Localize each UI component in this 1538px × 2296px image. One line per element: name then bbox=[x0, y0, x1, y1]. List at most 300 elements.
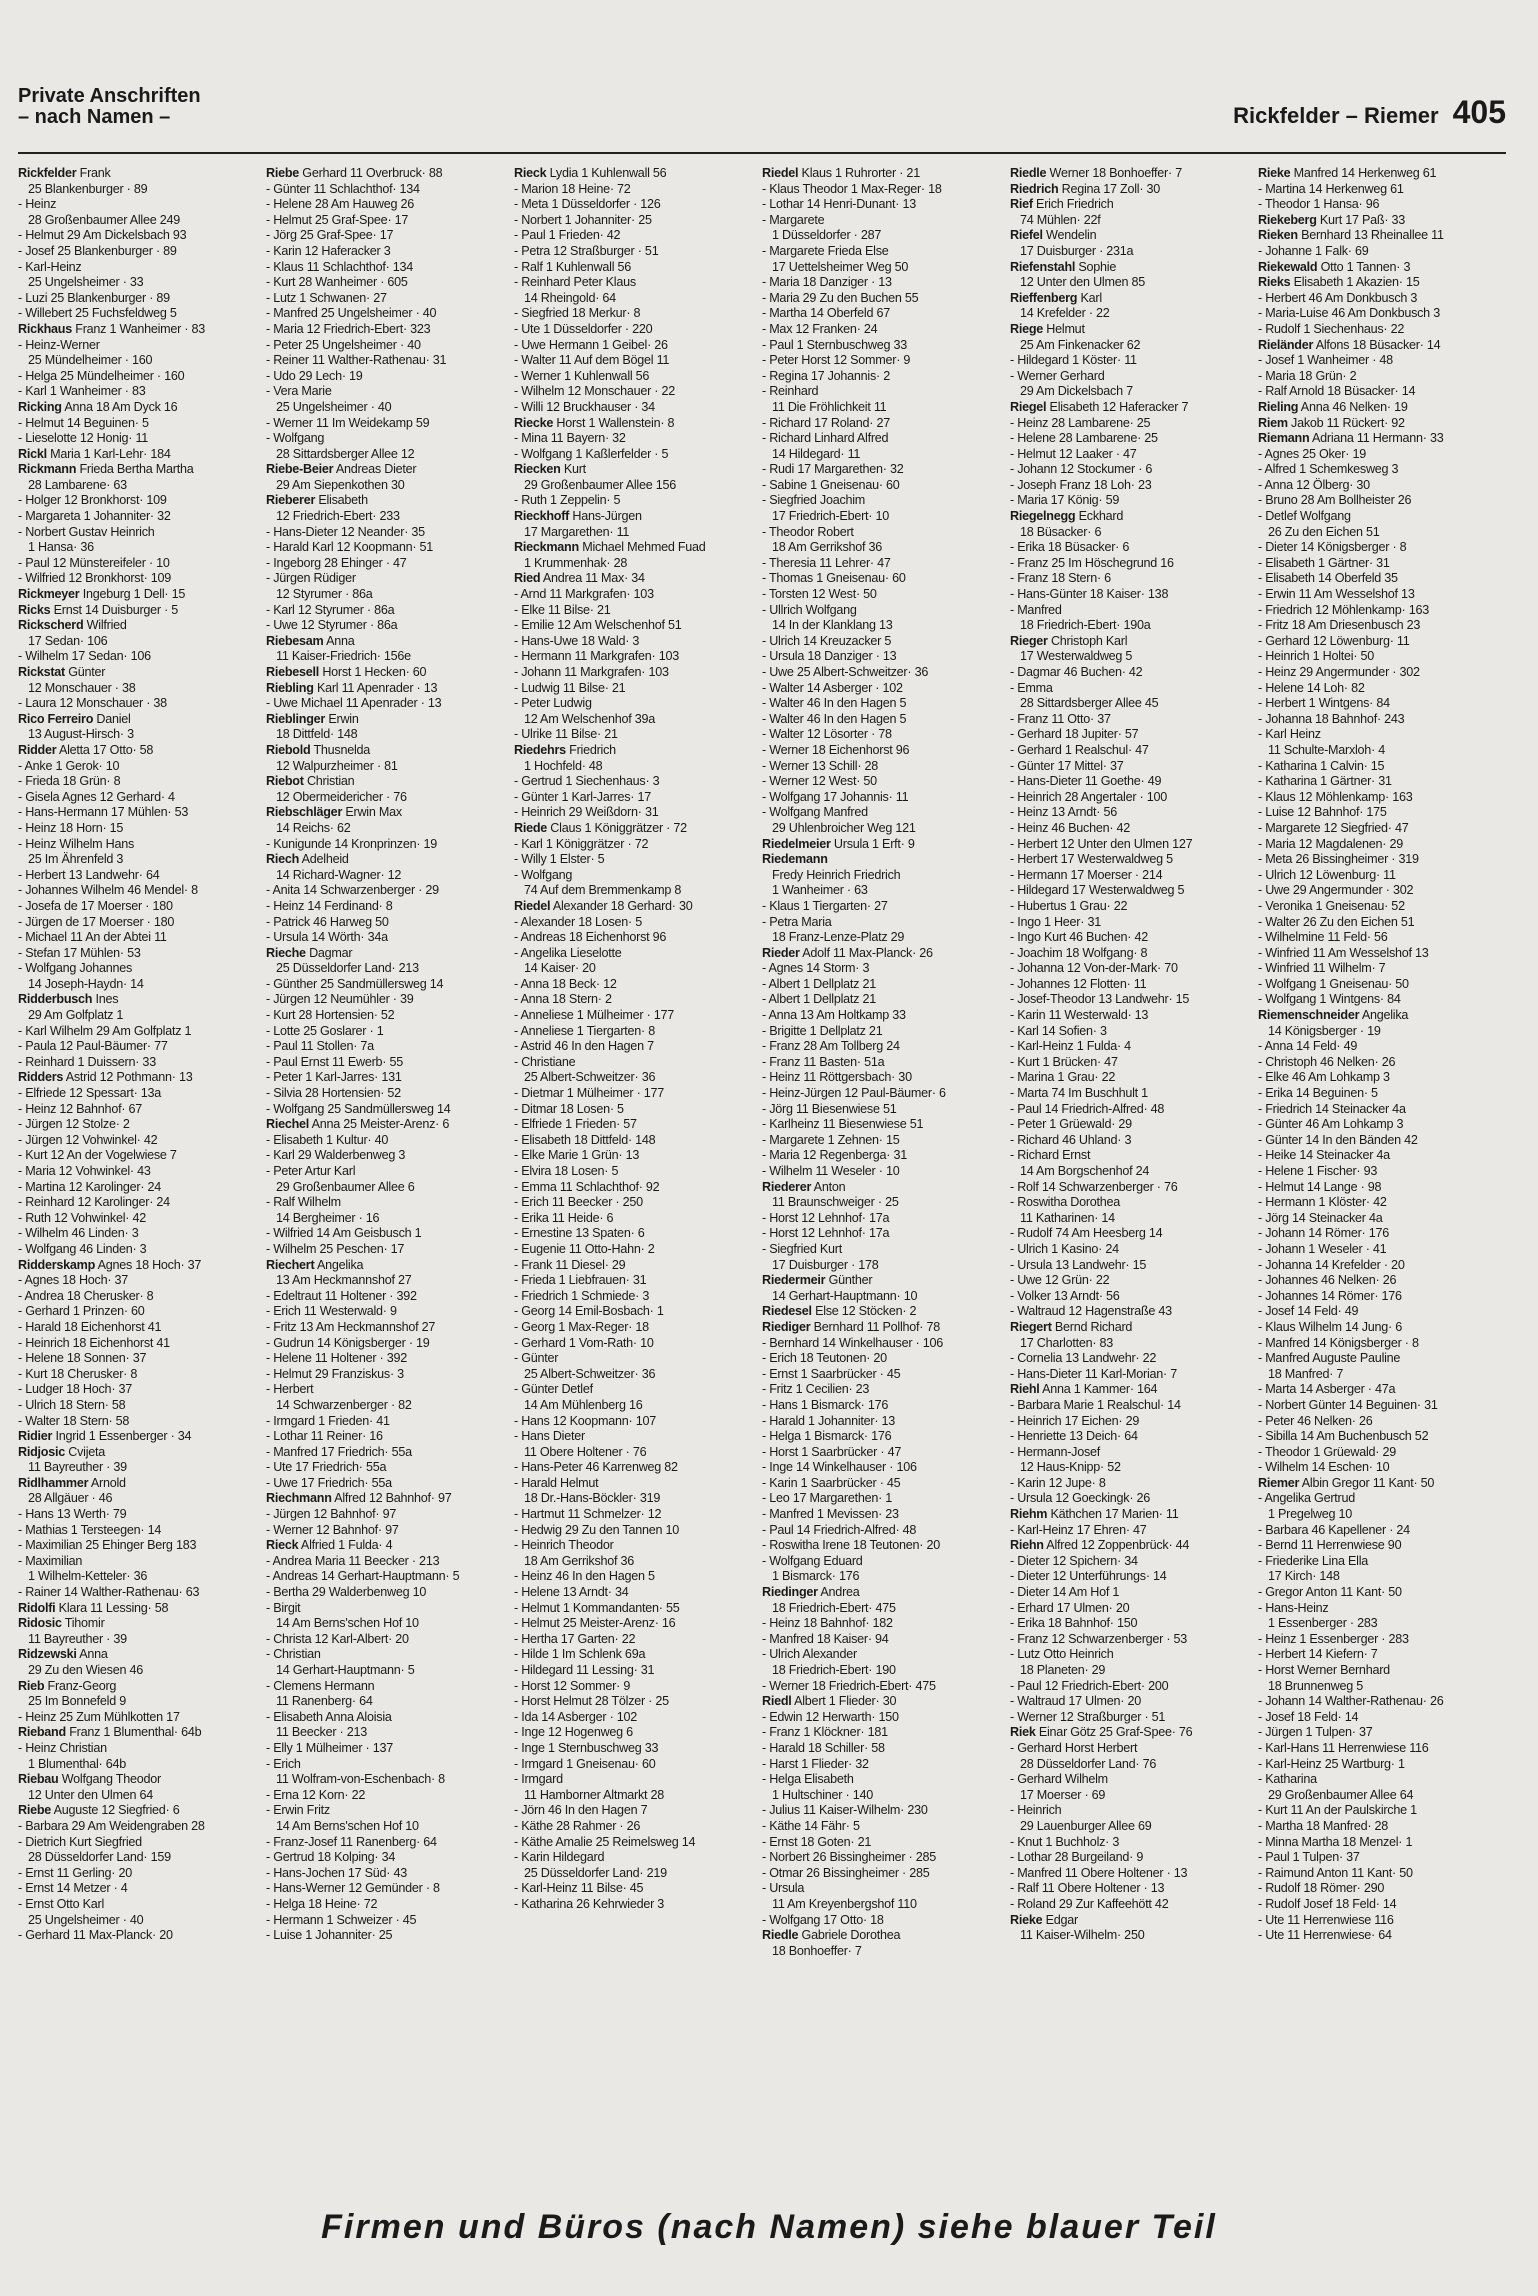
list-item bbox=[266, 1102, 514, 1118]
entry-text: - Manfred 18 Kaiser· 94 bbox=[762, 1631, 889, 1646]
list-item bbox=[1258, 587, 1506, 603]
entry-text: Andrea 11 Max· 34 bbox=[542, 571, 645, 586]
list-item bbox=[1258, 1180, 1506, 1196]
entry-text: - Klaus Wilhelm 14 Jung· 6 bbox=[1258, 1319, 1402, 1334]
entry-text: - Peter 46 Nelken· 26 bbox=[1258, 1413, 1373, 1428]
list-item bbox=[18, 774, 266, 790]
list-item bbox=[266, 634, 514, 650]
entry-text: Hans-Jürgen bbox=[572, 509, 642, 524]
entry-text: - Franz 25 Im Höschegrund 16 bbox=[1010, 555, 1174, 570]
list-item bbox=[266, 353, 514, 369]
entry-text: - Klaus 11 Schlachthof· 134 bbox=[266, 259, 414, 274]
entry-text: - Helmut 14 Lange · 98 bbox=[1258, 1179, 1382, 1194]
list-item bbox=[514, 1491, 762, 1507]
entry-text: - Günter 14 In den Bänden 42 bbox=[1258, 1132, 1418, 1147]
list-item bbox=[266, 556, 514, 572]
entry-text: - Maria 12 Friedrich-Ebert· 323 bbox=[266, 321, 431, 336]
entry-text: - Werner 18 Friedrich-Ebert· 475 bbox=[762, 1678, 936, 1693]
entry-text: Frank bbox=[79, 166, 111, 180]
surname: Riedesel bbox=[762, 1304, 812, 1319]
entry-text: - Ursula 18 Danziger · 13 bbox=[762, 649, 897, 664]
entry-text: 1 Pregelweg 10 bbox=[1268, 1507, 1353, 1522]
surname: Ridderskamp bbox=[18, 1257, 96, 1272]
list-item bbox=[1010, 1164, 1258, 1180]
list-item bbox=[18, 821, 266, 837]
list-item bbox=[1258, 868, 1506, 884]
surname: Riechert bbox=[266, 1257, 315, 1272]
entry-text: - Friederike Lina Ella bbox=[1258, 1553, 1368, 1568]
entry-text: - Ralf 1 Kuhlenwall 56 bbox=[514, 259, 632, 274]
entry-text: - Maria 17 König· 59 bbox=[1010, 493, 1120, 508]
entry-text: - Günter 11 Schlachthof· 134 bbox=[266, 181, 420, 196]
entry-text: 12 Monschauer · 38 bbox=[28, 680, 136, 695]
surname: Ridier bbox=[18, 1429, 53, 1444]
list-item bbox=[1010, 1679, 1258, 1695]
entry-text: - Ernestine 13 Spaten· 6 bbox=[514, 1226, 645, 1241]
entry-text: - Heinz bbox=[18, 197, 57, 212]
entry-text: - Ulrich 1 Kasino· 24 bbox=[1010, 1241, 1119, 1256]
list-item bbox=[514, 338, 762, 354]
list-item bbox=[266, 1226, 514, 1242]
entry-text: - Angelika Gertrud bbox=[1258, 1491, 1355, 1506]
entry-text: - Hertha 17 Garten· 22 bbox=[514, 1631, 636, 1646]
list-item bbox=[266, 1725, 514, 1741]
entry-text: - Michael 11 An der Abtei 11 bbox=[18, 930, 167, 945]
list-item bbox=[266, 384, 514, 400]
entry-text: - Hermann 11 Markgrafen· 103 bbox=[514, 649, 679, 664]
entry-text: - Wolfgang 1 Wintgens· 84 bbox=[1258, 992, 1401, 1007]
list-item bbox=[1010, 1803, 1258, 1819]
entry-text: - Eugenie 11 Otto-Hahn· 2 bbox=[514, 1241, 655, 1256]
entry-text: - Anneliese 1 Mülheimer · 177 bbox=[514, 1008, 675, 1023]
entry-text: - Helmut 29 Franziskus· 3 bbox=[266, 1366, 404, 1381]
entry-text: - Hedwig 29 Zu den Tannen 10 bbox=[514, 1522, 680, 1537]
entry-text: - Heinz 18 Horn· 15 bbox=[18, 820, 124, 835]
entry-text: - Uwe Hermann 1 Geibel· 26 bbox=[514, 337, 668, 352]
entry-text: 11 Hamborner Altmarkt 28 bbox=[524, 1787, 665, 1802]
list-item bbox=[1010, 1507, 1258, 1523]
entry-text: - Günter bbox=[514, 1351, 559, 1366]
entry-text: 17 Charlotten· 83 bbox=[1020, 1335, 1114, 1350]
entry-text: - Manfred 25 Ungelsheimer · 40 bbox=[266, 306, 437, 321]
entry-text: - Hans 12 Koopmann· 107 bbox=[514, 1413, 656, 1428]
entry-text: - Ulrich 18 Stern· 58 bbox=[18, 1397, 126, 1412]
list-item bbox=[1258, 603, 1506, 619]
entry-text: - Veronika 1 Gneisenau· 52 bbox=[1258, 898, 1405, 913]
entry-text: - Ute 11 Herrenwiese 116 bbox=[1258, 1912, 1394, 1927]
list-item bbox=[514, 1647, 762, 1663]
list-item bbox=[18, 1476, 266, 1492]
entry-text: Bernhard 13 Rheinallee 11 bbox=[1301, 228, 1444, 243]
entry-text: - Herbert 12 Unter den Ulmen 127 bbox=[1010, 836, 1193, 851]
surname: Rickfelder bbox=[18, 166, 77, 180]
list-item bbox=[266, 1741, 514, 1757]
entry-text: - Franz 11 Otto· 37 bbox=[1010, 711, 1111, 726]
list-item bbox=[514, 1445, 762, 1461]
surname: Ridolfi bbox=[18, 1600, 56, 1615]
list-item bbox=[514, 509, 762, 525]
entry-text: - Uwe 12 Grün· 22 bbox=[1010, 1273, 1110, 1288]
list-item bbox=[514, 759, 762, 775]
list-item bbox=[18, 509, 266, 525]
list-item bbox=[514, 556, 762, 572]
entry-text: - Heinrich 18 Eichenhorst 41 bbox=[18, 1335, 170, 1350]
list-item bbox=[762, 1710, 1010, 1726]
entry-text: - Hans-Uwe 18 Wald· 3 bbox=[514, 633, 640, 648]
entry-text: 17 Duisburger · 178 bbox=[772, 1257, 879, 1272]
list-item bbox=[1010, 1460, 1258, 1476]
list-item bbox=[762, 1148, 1010, 1164]
entry-text: - Günter 46 Am Lohkamp 3 bbox=[1258, 1117, 1404, 1132]
entry-text: - Wolfgang 1 Kaßlerfelder · 5 bbox=[514, 446, 669, 461]
list-item bbox=[18, 1398, 266, 1414]
entry-text: 11 Kaiser-Wilhelm· 250 bbox=[1020, 1928, 1145, 1943]
list-item bbox=[514, 603, 762, 619]
entry-text: - Klaus 1 Tiergarten· 27 bbox=[762, 898, 888, 913]
entry-text: - Helene 18 Sonnen· 37 bbox=[18, 1351, 147, 1366]
list-item bbox=[18, 1211, 266, 1227]
entry-text: - Clemens Hermann bbox=[266, 1678, 375, 1693]
entry-text: 17 Moerser · 69 bbox=[1020, 1787, 1106, 1802]
entry-text: - Marta 74 Im Buschhult 1 bbox=[1010, 1086, 1148, 1101]
list-item bbox=[18, 1569, 266, 1585]
list-item bbox=[1258, 1242, 1506, 1258]
list-item bbox=[762, 1538, 1010, 1554]
surname: Rieffenberg bbox=[1010, 290, 1078, 305]
entry-text: Aletta 17 Otto· 58 bbox=[58, 742, 154, 757]
entry-text: - Ernst 18 Goten· 21 bbox=[762, 1834, 872, 1849]
list-item bbox=[1258, 493, 1506, 509]
entry-text: - Wilhelm 25 Peschen· 17 bbox=[266, 1241, 405, 1256]
entry-text: 25 Im Ährenfeld 3 bbox=[28, 852, 124, 867]
list-item bbox=[514, 712, 762, 728]
entry-text: 25 Blankenburger · 89 bbox=[28, 181, 148, 196]
entry-text: 18 Friedrich-Ebert· 190 bbox=[772, 1663, 896, 1677]
list-item bbox=[762, 462, 1010, 478]
entry-text: 74 Mühlen· 22f bbox=[1020, 212, 1101, 227]
entry-text: 18 Planeten· 29 bbox=[1020, 1663, 1106, 1677]
list-item bbox=[1010, 1429, 1258, 1445]
entry-text: - Gerhard 18 Jupiter· 57 bbox=[1010, 727, 1139, 742]
surname: Riem bbox=[1258, 415, 1288, 430]
entry-text: Angelika bbox=[1361, 1008, 1409, 1023]
entry-text: 18 Friedrich-Ebert· 190a bbox=[1020, 618, 1151, 633]
surname: Riebe-Beier bbox=[266, 462, 334, 477]
list-item bbox=[18, 1445, 266, 1461]
entry-text: - Elfriede 1 Frieden· 57 bbox=[514, 1117, 637, 1132]
entry-text: - Werner 1 Kuhlenwall 56 bbox=[514, 368, 650, 383]
entry-text: - Patrick 46 Harweg 50 bbox=[266, 914, 389, 929]
entry-text: Albin Gregor 11 Kant· 50 bbox=[1301, 1475, 1435, 1490]
entry-text: - Rudolf 74 Am Heesberg 14 bbox=[1010, 1226, 1163, 1241]
list-item bbox=[266, 759, 514, 775]
list-item bbox=[1258, 1226, 1506, 1242]
list-item bbox=[1010, 899, 1258, 915]
entry-text: Ernst 14 Duisburger · 5 bbox=[53, 602, 179, 617]
entry-text: - Heinrich 1 Holtei· 50 bbox=[1258, 649, 1375, 664]
list-item bbox=[514, 868, 762, 884]
surname: Ried bbox=[514, 571, 541, 586]
list-item bbox=[266, 275, 514, 291]
list-item bbox=[18, 696, 266, 712]
list-item bbox=[1258, 1725, 1506, 1741]
surname: Rieling bbox=[1258, 399, 1299, 414]
list-item bbox=[1010, 1320, 1258, 1336]
list-item bbox=[514, 930, 762, 946]
entry-text: - Astrid 46 In den Hagen 7 bbox=[514, 1039, 654, 1054]
entry-text: - Wilhelm 12 Monschauer · 22 bbox=[514, 384, 675, 399]
list-item bbox=[1010, 1039, 1258, 1055]
list-item bbox=[1258, 1647, 1506, 1663]
list-item bbox=[514, 1679, 762, 1695]
entry-text: Ines bbox=[95, 992, 119, 1007]
entry-text: - Heinz-Jürgen 12 Paul-Bäumer· 6 bbox=[762, 1086, 946, 1101]
entry-text: - Regina 17 Johannis· 2 bbox=[762, 368, 890, 383]
entry-text: - Willy 1 Elster· 5 bbox=[514, 852, 605, 867]
list-item bbox=[266, 1507, 514, 1523]
list-item bbox=[1258, 1320, 1506, 1336]
entry-text: - Alexander 18 Losen· 5 bbox=[514, 914, 642, 929]
entry-text: - Helmut 25 Graf-Spee· 17 bbox=[266, 212, 409, 227]
list-item bbox=[1010, 1086, 1258, 1102]
surname: Riedehrs bbox=[514, 742, 566, 757]
list-item bbox=[266, 946, 514, 962]
list-item bbox=[1258, 1460, 1506, 1476]
list-item bbox=[266, 837, 514, 853]
surname: Rieke bbox=[1258, 166, 1291, 180]
list-item bbox=[762, 400, 1010, 416]
entry-text: - Hubertus 1 Grau· 22 bbox=[1010, 898, 1128, 913]
entry-text: - Karin 1 Saarbrücker · 45 bbox=[762, 1475, 901, 1490]
entry-text: - Hans-Dieter 11 Goethe· 49 bbox=[1010, 774, 1162, 789]
list-item bbox=[1010, 493, 1258, 509]
list-item bbox=[18, 1663, 266, 1679]
list-item bbox=[514, 1117, 762, 1133]
entry-text: - Karl 1 Wanheimer · 83 bbox=[18, 384, 146, 399]
list-item bbox=[1010, 727, 1258, 743]
entry-text: 17 Margarethen· 11 bbox=[524, 524, 630, 539]
entry-text: - Heinz 46 Buchen· 42 bbox=[1010, 820, 1131, 835]
entry-text: - Bertha 29 Walderbenweg 10 bbox=[266, 1585, 427, 1600]
entry-text: - Johann 11 Markgrafen· 103 bbox=[514, 665, 669, 679]
list-item bbox=[1010, 182, 1258, 198]
entry-text: 14 Gerhart-Hauptmann· 10 bbox=[772, 1288, 918, 1303]
entry-text: - Waltraud 12 Hagenstraße 43 bbox=[1010, 1304, 1172, 1319]
entry-text: - Herbert 1 Wintgens· 84 bbox=[1258, 696, 1390, 711]
entry-text: - Jörg 14 Steinacker 4a bbox=[1258, 1210, 1383, 1225]
list-item bbox=[266, 213, 514, 229]
entry-text: 12 Styrumer · 86a bbox=[276, 587, 373, 602]
list-item bbox=[1010, 1601, 1258, 1617]
surname: Ridosic bbox=[18, 1616, 62, 1631]
entry-text: - Helga 25 Mündelheimer · 160 bbox=[18, 368, 185, 383]
entry-text: 1 Wanheimer · 63 bbox=[772, 883, 868, 898]
list-item bbox=[1258, 992, 1506, 1008]
list-item bbox=[266, 1164, 514, 1180]
list-item bbox=[1010, 416, 1258, 432]
entry-text: Daniel bbox=[96, 711, 131, 726]
list-item bbox=[514, 291, 762, 307]
entry-text: 14 Am Mühlenberg 16 bbox=[524, 1397, 643, 1412]
entry-text: - Heinz 28 Lambarene· 25 bbox=[1010, 415, 1151, 430]
entry-text: Regina 17 Zoll· 30 bbox=[1061, 181, 1161, 196]
entry-text: Thusnelda bbox=[313, 742, 371, 757]
surname: Rieberer bbox=[266, 493, 316, 508]
entry-text: - Franz 18 Stern· 6 bbox=[1010, 571, 1111, 586]
list-item bbox=[762, 1803, 1010, 1819]
entry-text: - Dieter 12 Spichern· 34 bbox=[1010, 1553, 1138, 1568]
entry-text: - Paul 14 Friedrich-Alfred· 48 bbox=[1010, 1101, 1165, 1116]
list-item bbox=[266, 1055, 514, 1071]
entry-text: - Georg 14 Emil-Bosbach· 1 bbox=[514, 1304, 664, 1319]
entry-text: - Udo 29 Lech· 19 bbox=[266, 368, 363, 383]
footer-note: Firmen und Büros (nach Namen) siehe blauer Teil bbox=[321, 2208, 1217, 2246]
list-item bbox=[1010, 244, 1258, 260]
entry-text: Anna bbox=[79, 1647, 108, 1662]
list-item bbox=[514, 1772, 762, 1788]
entry-text: - Margarete bbox=[762, 212, 825, 227]
entry-text: 1 Wilhelm-Ketteler· 36 bbox=[28, 1569, 148, 1584]
list-item bbox=[1258, 1024, 1506, 1040]
entry-text: - Andrea 18 Cherusker· 8 bbox=[18, 1288, 154, 1303]
surname: Riedl bbox=[762, 1694, 792, 1709]
list-item bbox=[1010, 540, 1258, 556]
list-item bbox=[1010, 338, 1258, 354]
entry-text: - Jürgen 1 Tulpen· 37 bbox=[1258, 1725, 1373, 1740]
surname: Riebesam bbox=[266, 633, 324, 648]
entry-text: - Birgit bbox=[266, 1600, 301, 1615]
entry-text: 11 Katharinen· 14 bbox=[1020, 1210, 1115, 1225]
entry-text: - Richard 17 Roland· 27 bbox=[762, 415, 890, 430]
list-item bbox=[1258, 1679, 1506, 1695]
list-item bbox=[1010, 587, 1258, 603]
entry-text: - Harald 18 Eichenhorst 41 bbox=[18, 1319, 162, 1334]
entry-text: - Johanna 18 Bahnhof· 243 bbox=[1258, 711, 1405, 726]
list-item bbox=[266, 1039, 514, 1055]
list-item bbox=[514, 322, 762, 338]
surname: Rieband bbox=[18, 1725, 66, 1740]
section-title-line1: Private Anschriften bbox=[18, 85, 201, 107]
list-item bbox=[1010, 930, 1258, 946]
list-item bbox=[18, 306, 266, 322]
list-item bbox=[1258, 1803, 1506, 1819]
entry-text: Bernhard 11 Pollhof· 78 bbox=[813, 1319, 940, 1334]
list-item bbox=[514, 1616, 762, 1632]
entry-text: Wolfgang Theodor bbox=[61, 1772, 161, 1787]
list-item bbox=[266, 1788, 514, 1804]
list-item bbox=[266, 525, 514, 541]
list-item bbox=[762, 291, 1010, 307]
list-item bbox=[1010, 1195, 1258, 1211]
list-item bbox=[1258, 1414, 1506, 1430]
surname: Riedel bbox=[514, 898, 551, 913]
entry-text: Einar Götz 25 Graf-Spee· 76 bbox=[1038, 1725, 1193, 1740]
list-item bbox=[762, 1507, 1010, 1523]
entry-text: 11 Beecker · 213 bbox=[276, 1725, 367, 1740]
list-item bbox=[762, 1226, 1010, 1242]
list-item bbox=[762, 509, 1010, 525]
list-item bbox=[762, 1008, 1010, 1024]
entry-text: 14 Am Borgschenhof 24 bbox=[1020, 1164, 1150, 1178]
entry-text: - Uwe Michael 11 Apenrader · 13 bbox=[266, 696, 442, 711]
list-item bbox=[266, 447, 514, 463]
entry-text: 29 Großenbaumer Allee 64 bbox=[1268, 1787, 1414, 1802]
surname: Riechel bbox=[266, 1117, 310, 1132]
entry-text: Klara 11 Lessing· 58 bbox=[58, 1600, 169, 1615]
list-item bbox=[18, 416, 266, 432]
entry-text: - Wolfgang Eduard bbox=[762, 1553, 863, 1568]
entry-text: - Maria 12 Magdalenen· 29 bbox=[1258, 836, 1403, 851]
list-item bbox=[514, 992, 762, 1008]
list-item bbox=[266, 1320, 514, 1336]
entry-text: Karl 11 Apenrader · 13 bbox=[316, 680, 438, 695]
list-item bbox=[1010, 790, 1258, 806]
list-item bbox=[1010, 1336, 1258, 1352]
entry-text: - Dieter 12 Unterführungs· 14 bbox=[1010, 1569, 1167, 1584]
entry-text: - Wolfgang 17 Johannis· 11 bbox=[762, 789, 909, 804]
list-item bbox=[1010, 1694, 1258, 1710]
entry-text: - Hans-Dieter 12 Neander· 35 bbox=[266, 524, 425, 539]
list-item bbox=[514, 1632, 762, 1648]
entry-text: - Heinrich bbox=[1010, 1803, 1062, 1818]
list-item bbox=[762, 1133, 1010, 1149]
list-item bbox=[18, 868, 266, 884]
entry-text: - Horst 1 Saarbrücker · 47 bbox=[762, 1444, 902, 1459]
list-item bbox=[266, 338, 514, 354]
list-item bbox=[18, 338, 266, 354]
list-item bbox=[514, 1663, 762, 1679]
list-item bbox=[1258, 1881, 1506, 1897]
list-item bbox=[762, 1086, 1010, 1102]
entry-text: - Elfriede 12 Spessart· 13a bbox=[18, 1086, 162, 1101]
entry-text: - Gertrud 18 Kolping· 34 bbox=[266, 1850, 396, 1865]
entry-text: - Irmgard 1 Frieden· 41 bbox=[266, 1413, 390, 1428]
list-item bbox=[1010, 1554, 1258, 1570]
list-item bbox=[1010, 353, 1258, 369]
entry-text: 14 Am Berns'schen Hof 10 bbox=[276, 1818, 419, 1833]
list-item bbox=[18, 1647, 266, 1663]
entry-text: 11 Obere Holtener · 76 bbox=[524, 1444, 647, 1459]
entry-text: - Frank 11 Diesel· 29 bbox=[514, 1257, 626, 1272]
entry-text: 1 Hansa· 36 bbox=[28, 540, 94, 555]
entry-text: 14 Bergheimer · 16 bbox=[276, 1210, 380, 1225]
entry-text: - Heinz 25 Zum Mühlkotten 17 bbox=[18, 1709, 180, 1724]
list-item bbox=[1010, 696, 1258, 712]
list-item bbox=[1010, 1024, 1258, 1040]
entry-text: - Erich 18 Teutonen· 20 bbox=[762, 1351, 887, 1366]
entry-text: - Josefa de 17 Moerser · 180 bbox=[18, 898, 173, 913]
entry-text: - Peter Ludwig bbox=[514, 696, 592, 711]
list-item bbox=[514, 1710, 762, 1726]
list-item bbox=[762, 306, 1010, 322]
entry-text: - Richard Linhard Alfred bbox=[762, 431, 889, 446]
entry-text: - Elisabeth 1 Kultur· 40 bbox=[266, 1132, 389, 1147]
entry-text: 12 Haus-Knipp· 52 bbox=[1020, 1460, 1121, 1475]
list-item bbox=[1258, 1382, 1506, 1398]
entry-text: - Horst Werner Bernhard bbox=[1258, 1663, 1390, 1677]
list-item bbox=[762, 244, 1010, 260]
entry-text: - Hans-Jochen 17 Süd· 43 bbox=[266, 1865, 408, 1880]
list-item bbox=[1010, 1008, 1258, 1024]
entry-text: - Elke 46 Am Lohkamp 3 bbox=[1258, 1070, 1390, 1085]
entry-text: Alfred 12 Zoppenbrück· 44 bbox=[1046, 1538, 1190, 1553]
entry-text: - Gudrun 14 Königsberger · 19 bbox=[266, 1335, 430, 1350]
surname: Rickmeyer bbox=[18, 587, 80, 602]
list-item bbox=[1258, 1632, 1506, 1648]
list-item bbox=[1010, 322, 1258, 338]
list-item bbox=[266, 244, 514, 260]
entry-text: - Franz 1 Klöckner· 181 bbox=[762, 1725, 888, 1740]
